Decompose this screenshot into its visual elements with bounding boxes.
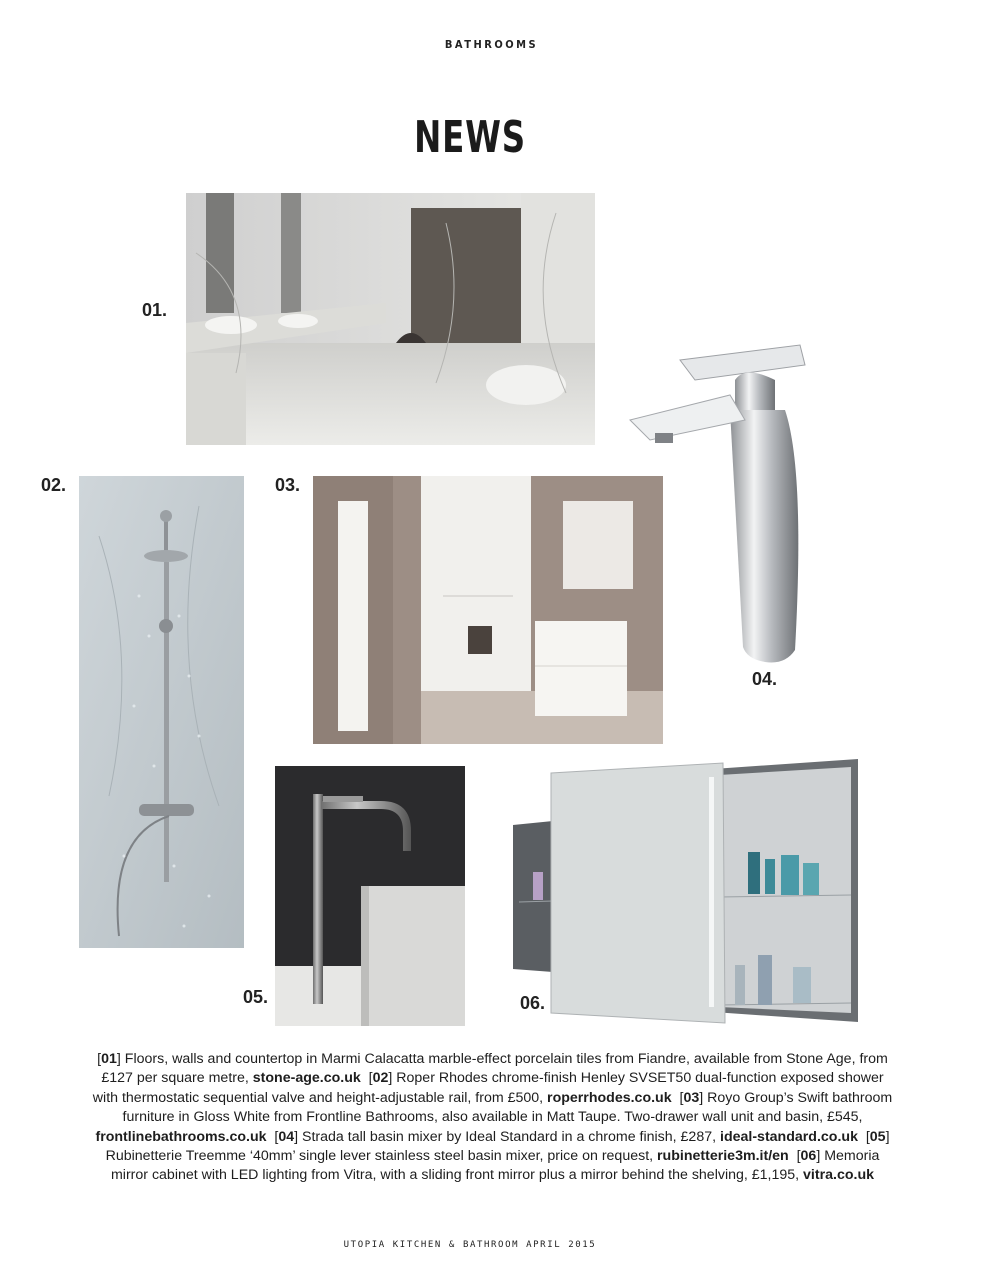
- label-03: 03.: [275, 475, 301, 495]
- page-title: NEWS: [414, 112, 526, 163]
- photo-05-steel-basin-mixer: [275, 766, 465, 1026]
- label-05: 05.: [243, 987, 269, 1007]
- caption-text-03: Royo Group’s Swift bathroom furniture in Gloss White from Frontline Bathrooms, also available in Matt Taupe. Two-drawer wall unit and basin, £545,: [122, 1089, 893, 1126]
- caption-ref-04: 04: [278, 1128, 295, 1145]
- caption-text-04: Strada tall basin mixer by Ideal Standard in a chrome finish, £287,: [298, 1128, 720, 1145]
- photo-02-exposed-shower: [79, 476, 244, 948]
- photo-01-marble-bathroom: [186, 193, 595, 445]
- label-04: 04.: [752, 669, 778, 689]
- photo-06-mirror-cabinet: [513, 757, 860, 1027]
- product-captions: [01] Floors, walls and countertop in Marmi Calacatta marble-effect porcelain tiles from Fiandre, available from Stone Age, from £127 per square metre, stone-age.co.uk [02] Roper Rhodes chrome-finish Henley SVSET50 dual-function exposed shower with thermostatic sequential valve and height-adjustable rail, from £500, roperrhodes.co.uk [03] Royo Group’s Swift bathroom furniture in Gloss White from Frontline Bathrooms, also available in Matt Taupe. Two-drawer wall unit and basin, £545, frontlinebathrooms.co.uk [04] Strada tall basin mixer by Ideal Standard in a chrome finish, £287, ideal-standard.co.uk [05] Rubinetterie Treemme ‘40mm’ single lever stainless steel basin mixer, price on request, rubinetterie3m.it/en [06] Memoria mirror cabinet with LED lighting from Vitra, with a sliding front mirror plus a mirror behind the shelving, £1,195, vitra.co.uk: [92, 1051, 893, 1184]
- caption-link-02[interactable]: roperrhodes.co.uk: [547, 1089, 672, 1106]
- caption-text-06: Memoria mirror cabinet with LED lighting from Vitra, with a sliding front mirror plus a mirror behind the shelving, £1,195,: [110, 1148, 880, 1184]
- caption-ref-01: 01: [101, 1051, 117, 1067]
- caption-ref-02: 02: [372, 1070, 389, 1087]
- caption-link-04[interactable]: ideal-standard.co.uk: [720, 1128, 858, 1145]
- label-01: 01.: [142, 300, 168, 320]
- caption-ref-05: 05: [869, 1128, 886, 1145]
- caption-text-01: Floors, walls and countertop in Marmi Calacatta marble-effect porcelain tiles from Fiandre, available from Stone Age, from £127 per square metre,: [101, 1051, 888, 1087]
- caption-link-05[interactable]: rubinetterie3m.it/en: [657, 1148, 789, 1165]
- label-02: 02.: [41, 475, 67, 495]
- photo-04-tall-basin-mixer: [625, 340, 810, 665]
- caption-text-05: Rubinetterie Treemme ‘40mm’ single lever stainless steel basin mixer, price on request,: [105, 1148, 658, 1165]
- page-footer: UTOPIA KITCHEN & BATHROOM APRIL 2015: [343, 1240, 597, 1250]
- section-label: BATHROOMS: [444, 38, 539, 51]
- caption-link-06[interactable]: vitra.co.uk: [803, 1167, 875, 1184]
- label-06: 06.: [520, 993, 546, 1013]
- caption-text-02: Roper Rhodes chrome-finish Henley SVSET50 dual-function exposed shower with thermostatic sequential valve and height-adjustable rail, from £500,: [92, 1070, 884, 1106]
- caption-ref-06: 06: [800, 1148, 817, 1165]
- caption-ref-03: 03: [683, 1089, 700, 1106]
- caption-link-01[interactable]: stone-age.co.uk: [252, 1070, 361, 1087]
- caption-link-03[interactable]: frontlinebathrooms.co.uk: [95, 1128, 267, 1145]
- photo-03-bathroom-furniture: [313, 476, 663, 744]
